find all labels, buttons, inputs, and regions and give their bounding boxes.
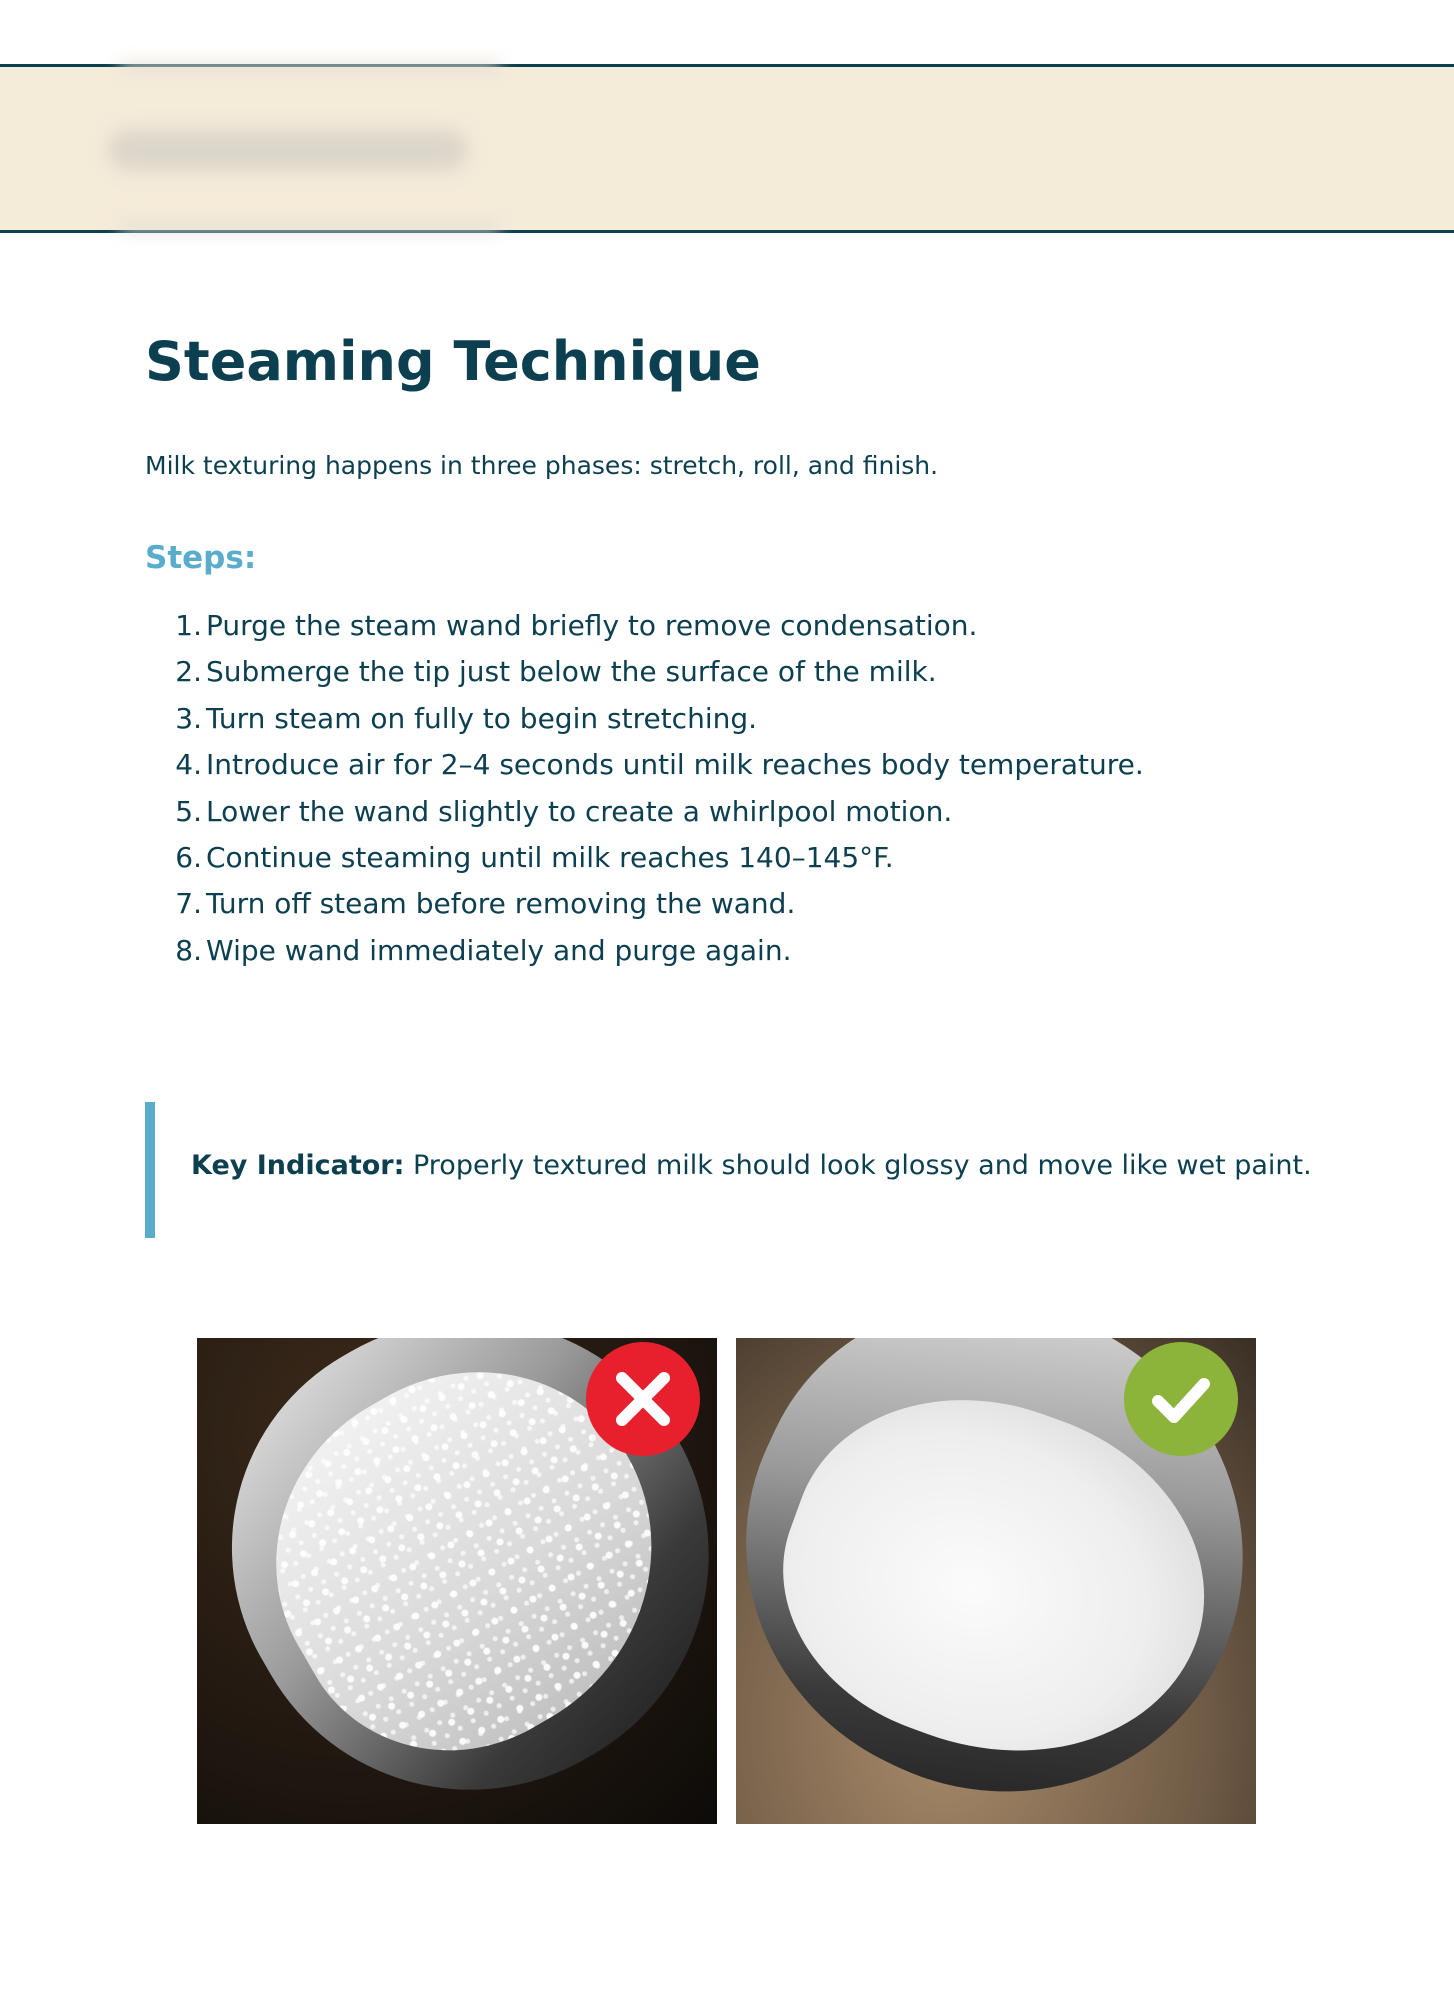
step-number: 7. xyxy=(175,887,202,921)
header-band xyxy=(0,64,1454,233)
steps-heading: Steps: xyxy=(145,540,257,576)
x-icon xyxy=(586,1342,700,1456)
check-icon xyxy=(1124,1342,1238,1456)
step-number: 1. xyxy=(175,609,202,642)
list-item xyxy=(160,655,1144,701)
callout-body: Properly textured milk should look glossy and move like wet paint. xyxy=(404,1150,1312,1181)
list-item xyxy=(160,841,1144,887)
blurred-header-edge xyxy=(120,219,500,233)
bad-milk-photo xyxy=(197,1338,717,1824)
step-number: 4. xyxy=(175,748,202,782)
step-text: Introduce air for 2–4 seconds until milk reaches body temperature. xyxy=(206,748,1144,782)
step-text: Purge the steam wand briefly to remove condensation. xyxy=(206,609,978,642)
step-number: 5. xyxy=(175,794,202,828)
blurred-header-text xyxy=(108,129,468,171)
step-number: 2. xyxy=(175,655,202,689)
step-text: Turn off steam before removing the wand. xyxy=(206,887,796,921)
step-text: Lower the wand slightly to create a whirlpool motion. xyxy=(206,794,953,828)
callout-text xyxy=(191,1150,1312,1181)
step-text: Turn steam on fully to begin stretching. xyxy=(206,701,758,735)
step-number: 8. xyxy=(175,933,202,967)
key-indicator-callout xyxy=(145,1102,1325,1238)
step-number: 6. xyxy=(175,840,202,874)
step-number: 3. xyxy=(175,701,202,735)
list-item xyxy=(160,748,1144,794)
intro-text: Milk texturing happens in three phases: stretch, roll, and finish. xyxy=(145,451,939,480)
list-item xyxy=(160,609,1144,655)
steps-list xyxy=(160,609,1144,980)
good-milk-photo xyxy=(736,1338,1256,1824)
list-item xyxy=(160,702,1144,748)
page-title: Steaming Technique xyxy=(145,330,761,393)
step-text: Wipe wand immediately and purge again. xyxy=(206,933,792,967)
callout-label: Key Indicator: xyxy=(191,1150,405,1181)
list-item xyxy=(160,887,1144,933)
step-text: Submerge the tip just below the surface of the milk. xyxy=(206,655,937,689)
blurred-header-edge xyxy=(120,61,500,75)
list-item xyxy=(160,795,1144,841)
list-item xyxy=(160,934,1144,980)
step-text: Continue steaming until milk reaches 140–145°F. xyxy=(206,840,894,874)
